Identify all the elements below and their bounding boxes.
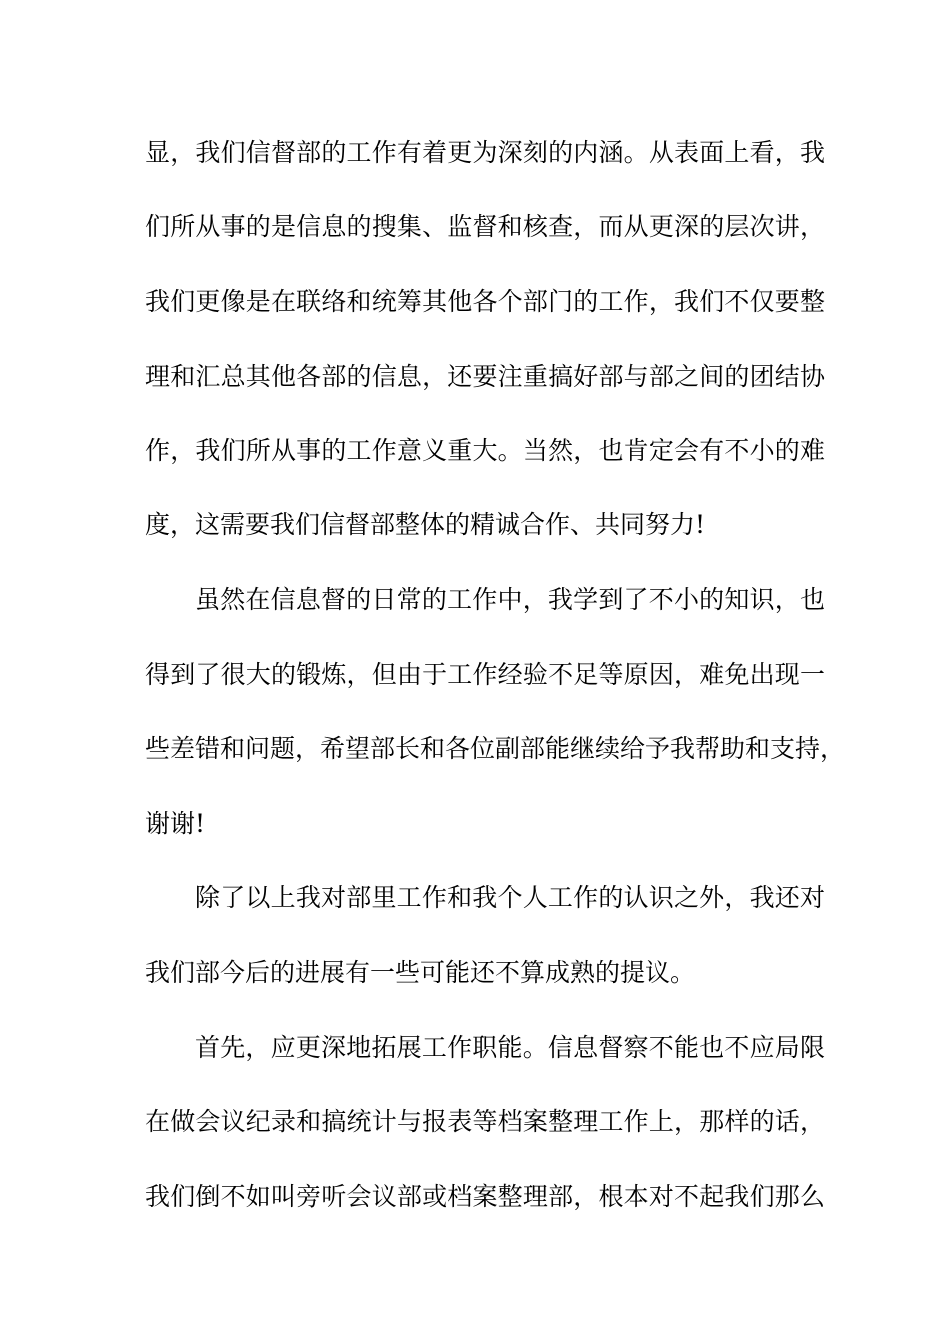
text-line-6: 度，这需要我们信督部整体的精诚合作、共同努力! (145, 510, 706, 539)
text-line-1: 显，我们信督部的工作有着更为深刻的内涵。从表面上看，我 (145, 138, 825, 167)
text-line-15: 我们倒不如叫旁听会议部或档案整理部，根本对不起我们那么 (145, 1182, 825, 1211)
text-line-3: 我们更像是在联络和统筹其他各个部门的工作，我们不仅要整 (145, 287, 825, 316)
text-line-12: 我们部今后的进展有一些可能还不算成熟的提议。 (145, 958, 696, 987)
text-line-7: 虽然在信息督的日常的工作中，我学到了不小的知识，也 (195, 585, 825, 614)
text-line-9: 些差错和问题，希望部长和各位副部能继续给予我帮助和支持， (145, 734, 846, 763)
text-line-14: 在做会议纪录和搞统计与报表等档案整理工作上，那样的话， (145, 1107, 825, 1136)
text-line-8: 得到了很大的锻炼，但由于工作经验不足等原因，难免出现一 (145, 660, 825, 689)
text-line-13: 首先，应更深地拓展工作职能。信息督察不能也不应局限 (195, 1033, 825, 1062)
text-line-11: 除了以上我对部里工作和我个人工作的认识之外，我还对 (195, 883, 825, 912)
text-line-4: 理和汇总其他各部的信息，还要注重搞好部与部之间的团结协 (145, 362, 825, 391)
text-line-2: 们所从事的是信息的搜集、监督和核查，而从更深的层次讲， (145, 212, 825, 241)
text-line-10: 谢谢! (145, 809, 206, 838)
text-line-5: 作，我们所从事的工作意义重大。当然，也肯定会有不小的难 (145, 436, 825, 465)
